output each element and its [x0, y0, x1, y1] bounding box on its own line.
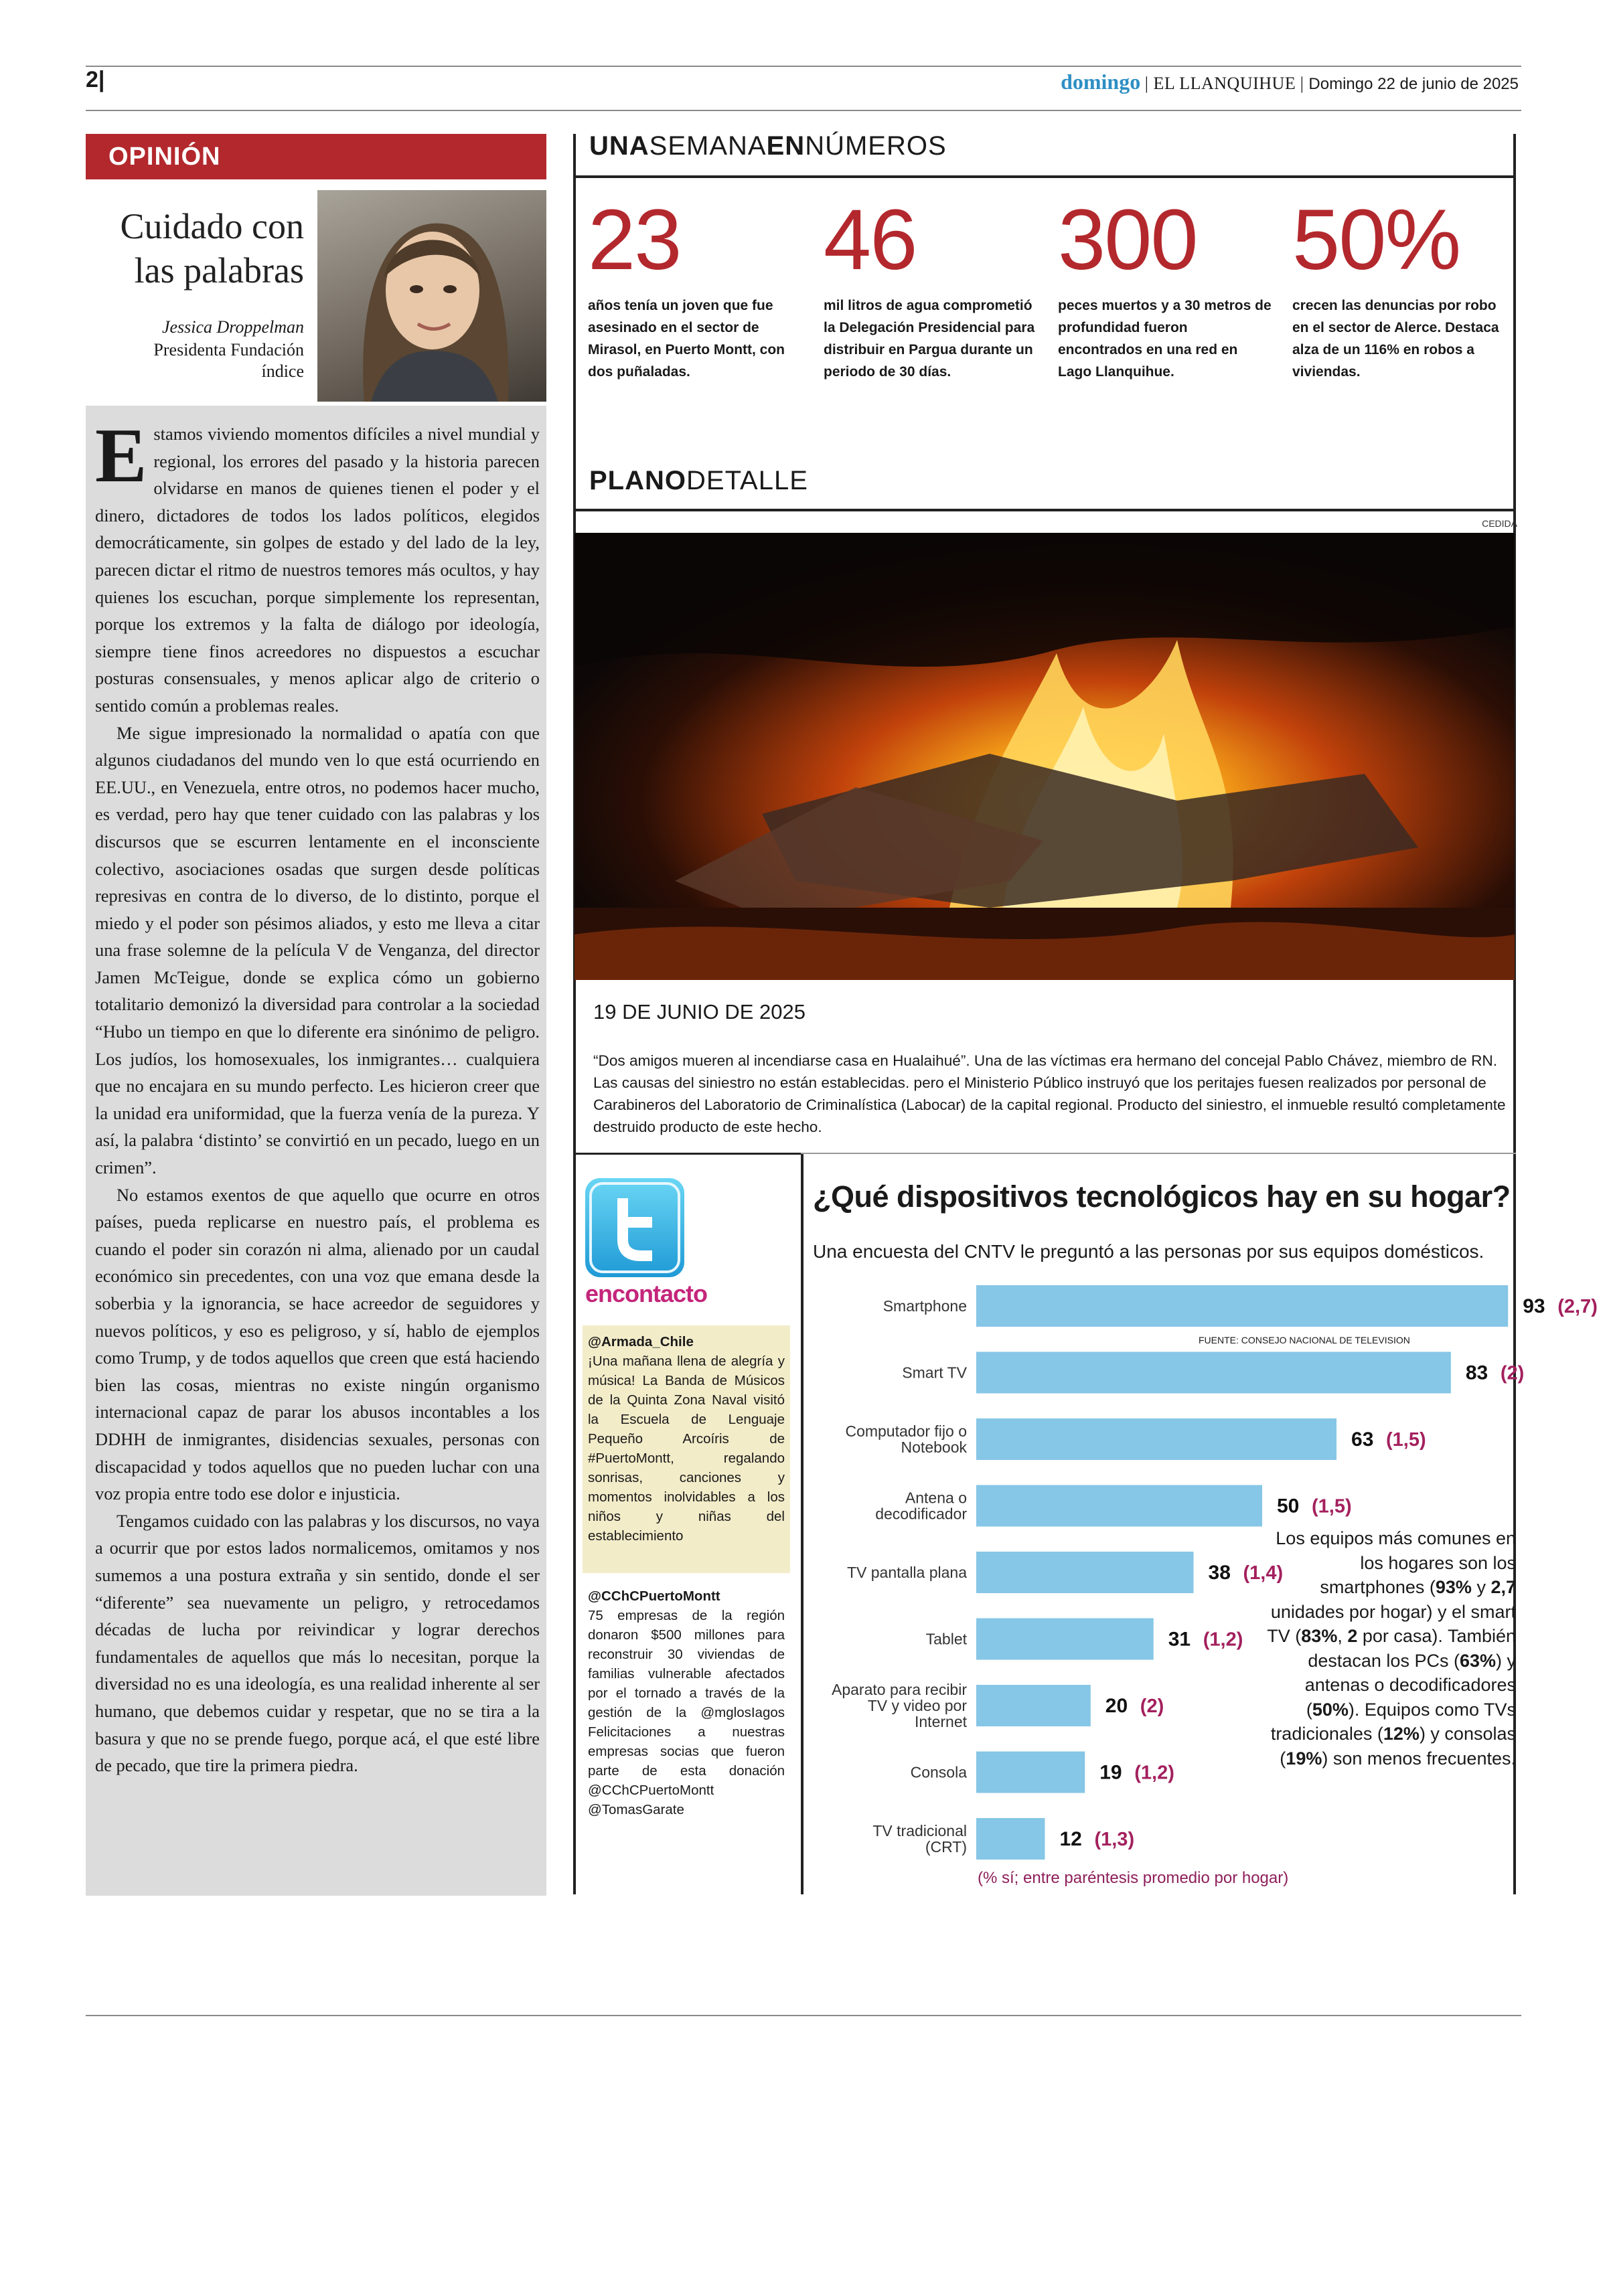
chart-value-label: 19 [1099, 1761, 1122, 1784]
chart-note: (% sí; entre paréntesis promedio por hogar) [978, 1869, 1289, 1887]
numbers-rule [573, 175, 1516, 178]
stat-value: 46 [824, 192, 917, 288]
plano-rule [573, 509, 1516, 511]
chart-category-label: Tablet [925, 1630, 967, 1648]
chart-value-label: 31 [1168, 1628, 1191, 1651]
chart-category-label: Computador fijo o [845, 1422, 967, 1440]
chart-average-label: (1,2) [1203, 1629, 1243, 1651]
article-paragraph-4: Tengamos cuidado con las palabras y los discursos, no vaya a ocurrir que por estos lados normalicemos, omitamos y nos sumemos a una postura extraña y sin sentido, donde el ser “diferente” sea nuevamente un peligro, y retrocedamos décadas de lucha por reivindicar y lograr derechos fundamentales de aquellos que más lo necesitan, porque la diversidad no es una ideología, es una realidad inherente al ser humano, que debemos cuidar y respetar, que no se tira a la basura y que no se prende fuego, porque acá, el que esté libre de pecado, que tire la primera piedra. [95, 1510, 540, 1776]
section-name: domingo [1061, 70, 1141, 94]
issue-date: Domingo 22 de junio de 2025 [1308, 75, 1519, 93]
commentary-text: Los equipos más comunes en los hogares son los smartphones ( [1276, 1528, 1516, 1597]
opinion-section-label: OPINIÓN [86, 134, 546, 179]
article-paragraph-1 [95, 413, 540, 720]
article-paragraph-2: Me sigue impresionado la normalidad o apatía con que algunos ciudadanos del mundo ven lo que está ocurriendo en EE.UU., en Venezuela, entre otros, no podemos hacer mucho, es verdad, pero hay que tener cuidado con las palabras y los discursos que se escurren lentamente en el inconsciente colectivo, asociaciones osadas que surgen desde políticas represivas en contra de lo diverso, de lo distinto, porque el miedo y el poder son pésimos aliados, y esto me lleva a citar una frase solemne de la película V de Venganza, del director Jamen McTeigue, donde se explica cómo un gobierno totalitario demonizó la diversidad para controlar a la sociedad “Hubo un tiempo en que lo diferente era sinónimo de peligro. Los judíos, los homosexuales, los inmigrantes… cualquiera que no encajara en su mundo perfecto. Les hicieron creer que la unidad era uniformidad, que la fuerza venía de la pureza. Y así, la palabra ‘distinto’ se convirtió en un pecado, luego en un crimen”. [95, 722, 540, 1178]
commentary-text: ) y consolas ( [1280, 1724, 1516, 1769]
header-rule [86, 110, 1521, 111]
chart-bar [976, 1352, 1451, 1394]
chart-average-label: (2) [1140, 1696, 1164, 1717]
chart-value-label: 12 [1059, 1828, 1082, 1850]
commentary-text: ) y antenas o decodificadores ( [1304, 1650, 1516, 1720]
article-title [86, 204, 304, 293]
photo-credit: CEDIDA [1482, 518, 1517, 529]
twitter-bird-icon [585, 1178, 684, 1277]
commentary-text: , [1337, 1626, 1348, 1646]
article-title-line2: las palabras [134, 250, 304, 291]
chart-value-label: 93 [1523, 1295, 1545, 1317]
tweet-handle: @Armada_Chile [588, 1334, 694, 1349]
chart-average-label: (1,2) [1134, 1762, 1174, 1784]
tweet-card [583, 1325, 790, 1573]
chart-bar [976, 1285, 1508, 1327]
bottom-rule [86, 2015, 1521, 2016]
chart-average-label: (1,4) [1243, 1562, 1284, 1584]
tweet-card [583, 1586, 790, 1819]
commentary-highlight: 50% [1312, 1699, 1349, 1720]
chart-category-label: Aparato para recibir [832, 1681, 967, 1698]
chart-subtitle: Una encuesta del CNTV le preguntó a las personas por sus equipos domésticos. [813, 1241, 1484, 1262]
commentary-text: unidades por hogar) y el smart TV ( [1267, 1601, 1516, 1646]
chart-category-label: TV y video por [867, 1697, 967, 1714]
chart-title: ¿Qué dispositivos tecnológicos hay en su hogar? [813, 1179, 1511, 1214]
twitter-t-glyph [585, 1178, 684, 1277]
chart-category-label: (CRT) [925, 1838, 967, 1856]
chart-average-label: (2,7) [1557, 1296, 1598, 1317]
stat-description: crecen las denuncias por robo en el sector de Alerce. Destaca alza de un 116% en robos a viviendas. [1292, 298, 1499, 380]
chart-value-label: 83 [1465, 1362, 1488, 1384]
tweet-handle: @CChCPuertoMontt [588, 1588, 720, 1604]
page-number: 2| [86, 67, 105, 92]
chart-category-label: Smartphone [883, 1297, 967, 1315]
commentary-text: por casa). También destacan los PCs ( [1308, 1626, 1516, 1671]
author-organization: índice [261, 361, 304, 381]
chart-value-label: 38 [1208, 1562, 1231, 1584]
chart-average-label: (1,5) [1312, 1495, 1352, 1518]
article-paragraph-3: No estamos exentos de que aquello que ocurre en otros países, pueda replicarse en nuestro país, el problema es cuando el poder sin corazón ni alma, alienado por un caudal económico sin precedentes, con una voz que emana desde la soberbia y la ignorancia, se hace acreedor de seguidores y nuevos políticos, y eso es peligroso, y sí, hablo de ejemplos como Trump, y de todos aquellos que creen que está haciendo bien las cosas, mientras no existe ningún organismo internacional capaz de parar los abusos incontables a los DDHH de inmigrantes, disidencias sexuales, personas con discapacidad y todos aquellos que no pueden luchar con una voz propia entre todo ese dolor e injusticia. [95, 1184, 540, 1504]
chart-commentary [1259, 1526, 1516, 1771]
stat-value: 300 [1058, 192, 1197, 288]
stat-description: mil litros de agua comprometió la Delegación Presidencial para distribuir en Pargua durante un periodo de 30 días. [824, 298, 1035, 380]
tweet-text: 75 empresas de la región donaron $500 millones para reconstruir 30 viviendas de familias vulnerable afectados por el tornado a través de la gestión de la @mglosIagos Felicitaciones a nuestras empresas socias que fueron parte de esta donación @CChCPuertoMontt @TomasGarate [588, 1608, 785, 1817]
commentary-text: ) son menos frecuentes. [1322, 1748, 1516, 1769]
author-portrait-illustration [317, 190, 546, 402]
chart-bar [976, 1485, 1262, 1527]
chart-bar [976, 1752, 1085, 1793]
plano-section-title: PLANODETALLE [589, 466, 808, 495]
commentary-text: y [1471, 1577, 1491, 1597]
stat-value: 23 [588, 192, 681, 288]
chart-average-label: (1,3) [1094, 1829, 1135, 1850]
chart-category-label: Smart TV [902, 1364, 967, 1382]
drop-cap: E [95, 413, 147, 499]
chart-average-label: (2) [1500, 1362, 1525, 1384]
left-frame-line [573, 134, 576, 1894]
house-fire-illustration [575, 533, 1515, 980]
commentary-highlight: 83% [1301, 1626, 1338, 1646]
chart-value-label: 50 [1277, 1495, 1300, 1518]
fire-photo [575, 533, 1515, 980]
author-photo [317, 190, 546, 402]
commentary-highlight: 12% [1383, 1724, 1420, 1744]
article-paragraph-1-text: stamos viviendo momentos difíciles a nivel mundial y regional, los errores del pasado y la historia parecen olvidarse en manos de quienes tienen el poder y el dinero, dictadores de todos los lados políticos, elegidos democráticamente, sin golpes de estado y del lado de la ley, parecen dictar el ritmo de nuestros temores más ocultos, y hay quienes los escuchan, porque simplemente los representan, porque los extremos y la falta de diálogo por ideología, siempre tiene finos acreedores no dispuestos a escuchar posturas consensuales, y menos aplicar algo de criterio o sentido común a problemas reales. [95, 424, 540, 716]
tweet-text: ¡Una mañana llena de alegría y música! La Banda de Músicos de la Quinta Zona Naval visitó la Escuela de Lenguaje Pequeño Arcoíris de #PuertoMontt, regalando sonrisas, canciones y momentos inolvidables a los niños y niñas del establecimiento [588, 1354, 785, 1544]
stat-value: 50% [1292, 192, 1460, 288]
chart-category-label: Antena o [905, 1489, 967, 1507]
chart-category-label: TV pantalla plana [846, 1564, 967, 1581]
chart-top-rule [801, 1153, 1516, 1154]
chart-bar [976, 1685, 1091, 1726]
chart-bar [976, 1818, 1045, 1860]
chart-value-label: 20 [1105, 1695, 1128, 1717]
chart-bar [976, 1552, 1194, 1593]
top-rule [86, 66, 1521, 67]
chart-bar [976, 1619, 1154, 1660]
chart-average-label: (1,5) [1386, 1429, 1426, 1451]
chart-category-label: Notebook [901, 1439, 967, 1456]
chart-value-label: 63 [1351, 1428, 1374, 1451]
chart-bar [976, 1418, 1336, 1460]
chart-category-label: Consola [910, 1763, 967, 1781]
stat-description: peces muertos y a 30 metros de profundidad fueron encontrados en una red en Lago Llanquihue. [1058, 298, 1272, 380]
chart-category-label: decodificador [875, 1505, 967, 1523]
commentary-highlight: 63% [1459, 1650, 1496, 1671]
stat-description: años tenía un joven que fue asesinado en el sector de Mirasol, en Puerto Montt, con dos puñaladas. [588, 298, 785, 380]
article-body [86, 406, 546, 1896]
newspaper-name: EL LLANQUIHUE [1153, 74, 1296, 93]
masthead: domingo | EL LLANQUIHUE | Domingo 22 de junio de 2025 [1061, 70, 1519, 94]
chart-category-label: TV tradicional [872, 1822, 967, 1839]
chart-category-label: Internet [915, 1713, 967, 1730]
commentary-highlight: 19% [1286, 1748, 1322, 1769]
commentary-highlight: 93% [1435, 1577, 1472, 1597]
photo-caption: “Dos amigos mueren al incendiarse casa en Hualaihué”. Una de las víctimas era hermano del concejal Pablo Chávez, miembro de RN. Las causas del siniestro no están establecidas. pero el Ministerio Público instruyó que los peritajes fuesen realizados por personal de Carabineros del Laboratorio de Criminalística (Labocar) de la capital regional. Producto del siniestro, el inmueble resultó completamente destruido producto de este hecho. [593, 1052, 1506, 1135]
article-title-line1: Cuidado con [120, 206, 304, 246]
contact-rule [573, 1153, 801, 1155]
commentary-highlight: 2,7 [1490, 1577, 1516, 1597]
author-role: Presidenta Fundación [153, 340, 304, 359]
photo-date: 19 DE JUNIO DE 2025 [593, 1000, 806, 1023]
author-name: Jessica Droppelman [161, 317, 304, 337]
chart-source: FUENTE: CONSEJO NACIONAL DE TELEVISION [1199, 1335, 1410, 1345]
commentary-text: ). Equipos como TVs tradicionales ( [1270, 1699, 1516, 1744]
numbers-section-title: UNASEMANAENNÚMEROS [589, 131, 947, 161]
contact-section-title: encontacto [585, 1280, 708, 1307]
commentary-highlight: 2 [1347, 1626, 1358, 1646]
